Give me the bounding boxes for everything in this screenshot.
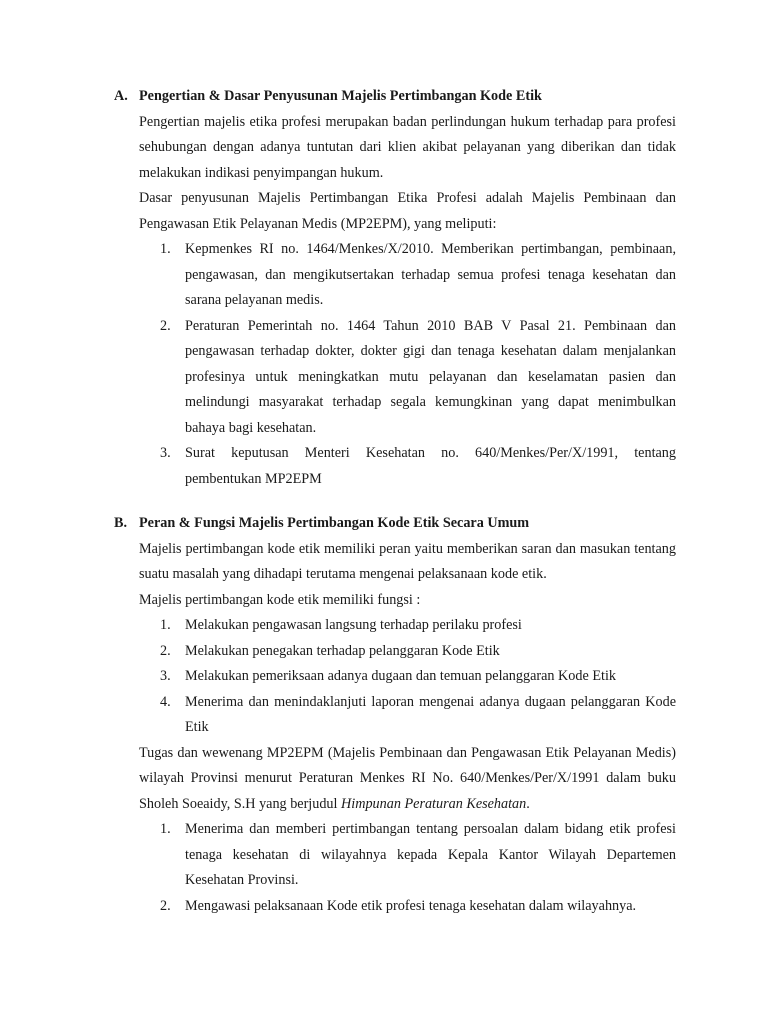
list-item-text: Melakukan penegakan terhadap pelanggaran Kode Etik <box>185 642 500 659</box>
section-b-paragraph-1: Majelis pertimbangan kode etik memiliki peran yaitu memberikan saran dan masukan tentang suatu masalah yang dihadapi terutama mengenai pelaksanaan kode etik. <box>139 540 676 582</box>
paragraph-3-end: . <box>526 795 530 812</box>
section-b-title: Peran & Fungsi Majelis Pertimbangan Kode Etik Secara Umum <box>139 515 530 531</box>
list-item-text: Melakukan pengawasan langsung terhadap perilaku profesi <box>185 617 522 633</box>
section-b-duties-list <box>139 817 676 919</box>
list-item-number: 2. <box>160 317 171 334</box>
list-item <box>139 314 676 442</box>
list-item-text: Melakukan pemeriksaan adanya dugaan dan temuan pelanggaran Kode Etik <box>185 668 616 684</box>
list-item-text: Menerima dan memberi pertimbangan tentang persoalan dalam bidang etik profesi tenaga kesehatan di wilayahnya kepada Kepala Kantor Wilayah Departemen Kesehatan Provinsi. <box>185 821 676 888</box>
section-a-letter: A. <box>114 88 128 104</box>
list-item <box>139 664 676 690</box>
section-a-paragraph-2: Dasar penyusunan Majelis Pertimbangan Etika Profesi adalah Majelis Pembinaan dan Pengawasan Etik Pelayanan Medis (MP2EPM), yang meliputi: <box>139 190 676 232</box>
section-b-heading <box>114 511 676 537</box>
section-a-body <box>139 110 676 493</box>
list-item-text: Surat keputusan Menteri Kesehatan no. 640/Menkes/Per/X/1991, tentang pembentukan MP2EPM <box>185 445 676 487</box>
section-b <box>114 511 676 919</box>
list-item-number: 1. <box>160 821 171 837</box>
section-a-title: Pengertian & Dasar Penyusunan Majelis Pertimbangan Kode Etik <box>139 88 542 104</box>
list-item <box>139 817 676 894</box>
section-b-paragraph-3 <box>139 741 676 818</box>
section-a <box>114 84 676 492</box>
list-item-number: 2. <box>160 642 171 659</box>
section-a-heading <box>114 84 676 110</box>
list-item <box>139 639 676 665</box>
list-item-number: 3. <box>160 445 171 461</box>
list-item <box>139 441 676 492</box>
list-item-text: Kepmenkes RI no. 1464/Menkes/X/2010. Memberikan pertimbangan, pembinaan, pengawasan, dan mengikutsertakan terhadap semua profesi tenaga kesehatan dan sarana pelayanan medis. <box>185 241 676 308</box>
list-item-number: 1. <box>160 617 171 633</box>
paragraph-3-text: Tugas dan wewenang MP2EPM (Majelis Pembinaan dan Pengawasan Etik Pelayanan Medis) wilayah Provinsi menurut Peraturan Menkes RI No. 640/Menkes/Per/X/1991 dalam buku Sholeh Soeaidy, S.H yang berjudul <box>139 744 676 812</box>
list-item-number: 1. <box>160 241 171 257</box>
list-item-text: Menerima dan menindaklanjuti laporan mengenai adanya dugaan pelanggaran Kode Etik <box>185 693 676 735</box>
list-item-number: 4. <box>160 693 171 710</box>
section-b-functions-list <box>139 613 676 741</box>
list-item <box>139 894 676 920</box>
list-item <box>139 613 676 639</box>
section-b-paragraph-2: Majelis pertimbangan kode etik memiliki fungsi : <box>139 591 421 608</box>
list-item-number: 2. <box>160 897 171 914</box>
list-item-number: 3. <box>160 668 171 684</box>
section-a-list <box>139 237 676 492</box>
list-item-text: Mengawasi pelaksanaan Kode etik profesi tenaga kesehatan dalam wilayahnya. <box>185 897 637 914</box>
book-title: Himpunan Peraturan Kesehatan <box>341 795 527 812</box>
section-b-body <box>139 537 676 920</box>
list-item <box>139 690 676 741</box>
list-item-text: Peraturan Pemerintah no. 1464 Tahun 2010 BAB V Pasal 21. Pembinaan dan pengawasan terhadap dokter, dokter gigi dan tenaga kesehatan dalam menjalankan profesinya untuk meningkatkan mutu pelayanan dan keselamatan pasien dan melindungi masyarakat terhadap segala kemungkinan yang dapat menimbulkan bahaya bagi kesehatan. <box>185 317 676 436</box>
list-item <box>139 237 676 314</box>
section-b-letter: B. <box>114 515 128 531</box>
section-a-paragraph-1: Pengertian majelis etika profesi merupakan badan perlindungan hukum terhadap para profesi sehubungan dengan adanya tuntutan dari klien akibat pelayanan yang diberikan dan tidak melakukan indikasi penyimpangan hukum. <box>139 113 676 181</box>
